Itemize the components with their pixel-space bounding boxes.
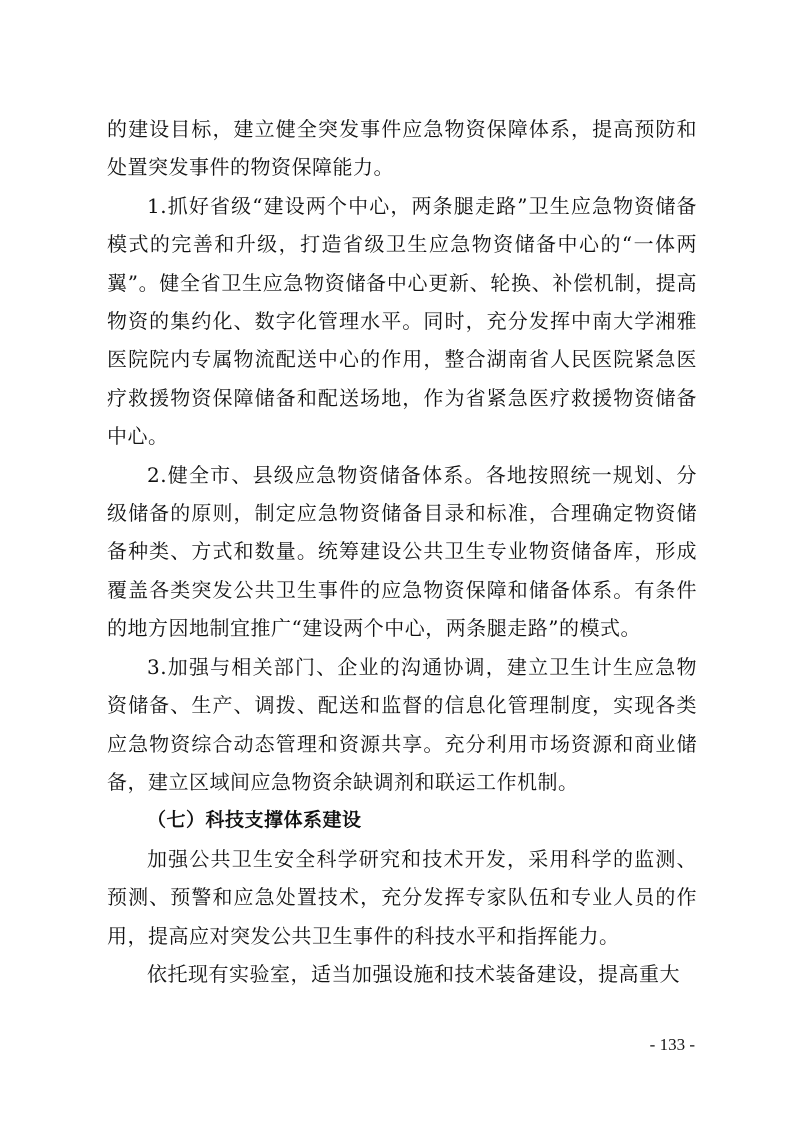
paragraph-lab: 依托现有实验室，适当加强设施和技术装备建设，提高重大: [147, 961, 680, 986]
section-heading: （七）科技支撑体系建设: [147, 809, 362, 832]
page-number: - 133 -: [649, 1035, 695, 1054]
paragraph-tech-support: 加强公共卫生安全科学研究和技术开发，采用科学的监测、预测、预警和应急处置技术，充分发挥专家队伍和专业人员的作用，提高应对突发公共卫生事件的科技水平和指挥能力。: [107, 846, 697, 948]
paragraph-item-3: 3.加强与相关部门、企业的沟通协调，建立卫生计生应急物资储备、生产、调拨、配送和监督的信息化管理制度，实现各类应急物资综合动态管理和资源共享。充分利用市场资源和商业储备，建立区域间应急物资余缺调剂和联运工作机制。: [107, 654, 697, 794]
paragraph-item-1: 1.抓好省级“建设两个中心，两条腿走路”卫生应急物资储备模式的完善和升级，打造省级卫生应急物资储备中心的“一体两翼”。健全省卫生应急物资储备中心更新、轮换、补偿机制，提高物资的集约化、数字化管理水平。同时，充分发挥中南大学湘雅医院院内专属物流配送中心的作用，整合湖南省人民医院紧急医疗救援物资保障储备和配送场地，作为省紧急医疗救援物资储备中心。: [107, 193, 697, 449]
body-text: [107, 110, 697, 993]
paragraph-continuation: 的建设目标，建立健全突发事件应急物资保障体系，提高预防和处置突发事件的物资保障能力。: [107, 117, 697, 180]
paragraph-item-2: 2.健全市、县级应急物资储备体系。各地按照统一规划、分级储备的原则，制定应急物资储备目录和标准，合理确定物资储备种类、方式和数量。统筹建设公共卫生专业物资储备库，形成覆盖各类突发公共卫生事件的应急物资保障和储备体系。有条件的地方因地制宜推广“建设两个中心，两条腿走路”的模式。: [107, 462, 697, 641]
